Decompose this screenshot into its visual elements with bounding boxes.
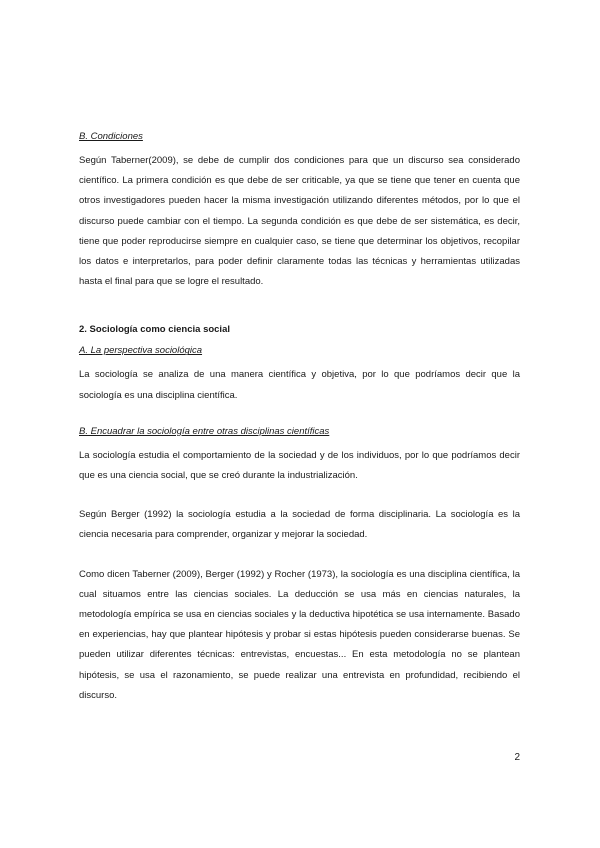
page-number: 2 [514, 752, 520, 763]
paragraph-sociological-perspective: La sociología se analiza de una manera científica y objetiva, por lo que podríamos decir que la sociología es una disciplina científica. [79, 369, 520, 401]
paragraph-framing-1: La sociología estudia el comportamiento de la sociedad y de los individuos, por lo que podríamos decir que es una ciencia social, que se creó durante la industrialización. [79, 449, 520, 482]
subheading-framing-sociology: B. Encuadrar la sociología entre otras disciplinas científicas [79, 425, 330, 437]
subheading-sociological-perspective: A. La perspectiva sociológica [79, 345, 203, 357]
subheading-conditions: B. Condiciones [79, 131, 143, 142]
paragraph-framing-3: Como dicen Taberner (2009), Berger (1992) y Rocher (1973), la sociología es una disciplina científica, la cual situamos entre las ciencias sociales. La deducción se usa más en ciencias naturales, la metodología empírica se usa en ciencias sociales y la deductiva hipotética se usa internamente. Basado en experiencias, hay que plantear hipótesis y probar si estas hipótesis pueden considerarse buenas. Se pueden utilizar diferentes técnicas: entrevistas, encuestas... En esta metodología no se plantean hipótesis, se usa el razonamiento, se puede realizar una entrevista en profundidad, recibiendo el discurso. [79, 568, 520, 701]
heading-sociology-social-science: 2. Sociología como ciencia social [79, 324, 230, 336]
paragraph-conditions: Según Taberner(2009), se debe de cumplir dos condiciones para que un discurso sea considerado científico. La primera condición es que debe de ser criticable, ya que se tiene que tener en cuenta que otros investigadores pueden hacer la misma investigación utilizando diferentes métodos, por lo que el discurso puede cambiar con el tiempo. La segunda condición es que debe de ser sistemática, es decir, tiene que poder reproducirse siempre en cualquier caso, se tiene que determinar los objetivos, recopilar los datos e interpretarlos, para poder definir claramente todas las técnicas y herramientas utilizadas hasta el final para que se logre el resultado. [79, 155, 520, 288]
paragraph-framing-2: Según Berger (1992) la sociología estudia a la sociedad de forma disciplinaria. La sociología es la ciencia necesaria para comprender, organizar y mejorar la sociedad. [79, 509, 520, 541]
